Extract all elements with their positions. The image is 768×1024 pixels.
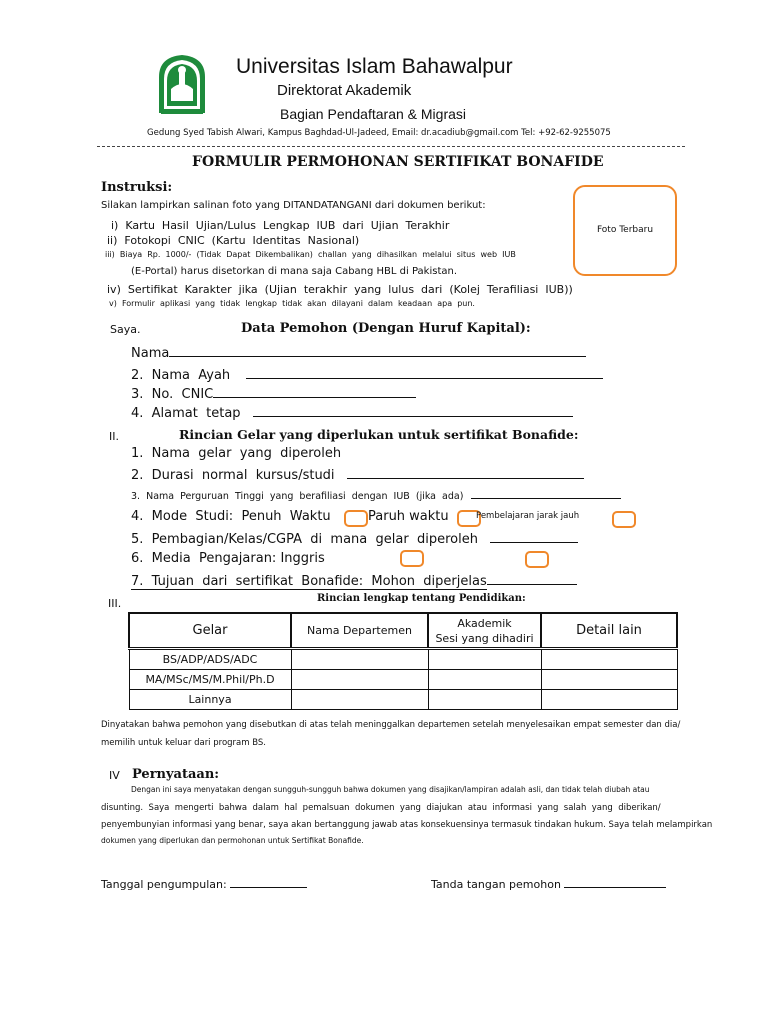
distance-learning-checkbox[interactable] <box>612 511 636 528</box>
instruction-text-cont: (E-Portal) harus disetorkan di mana saja Cabang HBL di Pakistan. <box>131 266 458 277</box>
declaration-line-4: dokumen yang diperlukan dan permohonan untuk Sertifikat Bonafide. <box>101 836 364 845</box>
division-cgpa-field[interactable] <box>131 530 578 547</box>
row-degree: MA/MSc/MS/M.Phil/Ph.D <box>129 670 291 690</box>
cell-session[interactable] <box>428 670 541 690</box>
affiliated-college-field[interactable] <box>131 488 621 502</box>
purpose-label: 7. Tujuan dari sertifikat Bonafide: Mohon diperjelas <box>131 574 487 589</box>
cell-session[interactable] <box>428 649 541 670</box>
address-label: 4. Alamat tetap <box>131 406 241 421</box>
cell-department[interactable] <box>291 670 428 690</box>
instruction-text: Kartu Hasil Ujian/Lulus Lengkap IUB dari Ujian Terakhir <box>125 219 450 232</box>
section-3-marker: III. <box>108 597 122 610</box>
instruction-text: Sertifikat Karakter jika (Ujian terakhir yang lulus dari (Kolej Terafiliasi IUB)) <box>127 283 573 296</box>
father-name-label: 2. Nama Ayah <box>131 368 231 383</box>
row-degree: BS/ADP/ADS/ADC <box>129 649 291 670</box>
declaration-line-1: Dengan ini saya menyatakan dengan sungguh-sungguh bahwa dokumen yang disajikan/lampiran adalah asli, dan tidak telah diubah atau <box>131 785 650 794</box>
row-degree: Lainnya <box>129 690 291 710</box>
col-session-line1: Akademik <box>457 616 512 630</box>
directorate-name: Direktorat Akademik <box>277 82 412 99</box>
col-degree: Gelar <box>129 613 291 649</box>
father-name-field[interactable] <box>131 366 603 383</box>
instruction-item <box>105 250 516 259</box>
purpose-field[interactable] <box>131 572 577 589</box>
cell-department[interactable] <box>291 649 428 670</box>
declaration-heading: Pernyataan: <box>132 767 220 782</box>
section-3-heading: Rincian lengkap tentang Pendidikan: <box>317 593 526 604</box>
form-title: FORMULIR PERMOHONAN SERTIFIKAT BONAFIDE <box>192 154 604 170</box>
cell-details[interactable] <box>541 690 677 710</box>
address-line-input <box>253 404 573 417</box>
father-name-line <box>246 366 603 379</box>
instruction-num: iii) <box>105 250 115 259</box>
name-line <box>169 344 586 357</box>
photo-box[interactable] <box>573 185 677 276</box>
full-time-checkbox[interactable] <box>344 510 368 527</box>
signature-line <box>564 877 666 888</box>
submission-date-field[interactable] <box>101 877 307 891</box>
declaration-line-2: disunting. Saya mengerti bahwa dalam hal pemalsuan dokumen yang diajukan atau informasi yang salah yang diberikan/ <box>101 803 661 813</box>
note-line-1: Dinyatakan bahwa pemohon yang disebutkan di atas telah meninggalkan departemen setelah menyelesaikan empat semester dan dia/ <box>101 720 681 730</box>
cnic-field[interactable] <box>131 385 416 402</box>
instruction-num: iv) <box>107 283 121 296</box>
address-field[interactable] <box>131 404 573 421</box>
cnic-label: 3. No. CNIC <box>131 387 214 402</box>
signature-field[interactable] <box>431 877 666 891</box>
section-2-marker: II. <box>109 430 119 443</box>
cell-details[interactable] <box>541 649 677 670</box>
education-table <box>128 612 678 710</box>
section-name: Bagian Pendaftaran & Migrasi <box>280 106 466 122</box>
distance-learning-label: Pembelajaran jarak jauh <box>476 511 580 521</box>
medium-checkbox-1[interactable] <box>400 550 424 567</box>
instruction-num: i) <box>111 219 119 232</box>
note-line-2: memilih untuk keluar dari program BS. <box>101 738 267 748</box>
instruction-text: Formulir aplikasi yang tidak lengkap tidak akan dilayani dalam keadaan apa pun. <box>121 299 475 308</box>
section-2-heading: Rincian Gelar yang diperlukan untuk sertifikat Bonafide: <box>179 427 579 442</box>
university-logo <box>155 53 209 115</box>
section-4-marker: IV <box>109 769 120 782</box>
col-department: Nama Departemen <box>291 613 428 649</box>
division-cgpa-line <box>490 530 578 543</box>
table-row <box>129 670 677 690</box>
mosque-logo-icon <box>155 53 209 115</box>
declaration-line-3: penyembunyian informasi yang benar, saya akan bertanggung jawab atas konsekuensinya termasuk tindakan hukum. Saya telah melampirkan <box>101 820 713 830</box>
study-mode-label: 4. Mode Studi: Penuh Waktu <box>131 509 331 524</box>
instruction-num: ii) <box>107 234 118 247</box>
cell-department[interactable] <box>291 690 428 710</box>
table-row <box>129 649 677 670</box>
cnic-line <box>213 385 416 398</box>
section-1-heading: Data Pemohon (Dengan Huruf Kapital): <box>241 321 531 336</box>
instruction-item <box>109 299 475 308</box>
instruction-num: v) <box>109 299 117 308</box>
instruction-item <box>111 219 449 232</box>
cell-details[interactable] <box>541 670 677 690</box>
instruction-text: Fotokopi CNIC (Kartu Identitas Nasional) <box>124 234 360 247</box>
photo-box-label: Foto Terbaru <box>596 225 654 235</box>
affiliated-college-label: 3. Nama Perguruan Tinggi yang berafiliasi dengan IUB (jika ada) <box>131 491 464 502</box>
col-session-line2: Sesi yang dihadiri <box>435 631 534 645</box>
course-duration-label: 2. Durasi normal kursus/studi <box>131 468 335 483</box>
instruction-item <box>107 234 359 247</box>
medium-checkbox-2[interactable] <box>525 551 549 568</box>
col-session <box>428 613 541 649</box>
course-duration-field[interactable] <box>131 466 584 483</box>
affiliated-college-line <box>471 488 621 499</box>
header-divider <box>97 146 685 147</box>
address-line: Gedung Syed Tabish Alwari, Kampus Baghdad-Ul-Jadeed, Email: dr.acadiub@gmail.com Tel: +92-62-9255075 <box>147 128 611 138</box>
section-1-marker: Saya. <box>110 323 141 336</box>
submission-date-line <box>230 877 307 888</box>
medium-label: 6. Media Pengajaran: Inggris <box>131 551 325 566</box>
course-duration-line <box>347 466 584 479</box>
col-details: Detail lain <box>541 613 677 649</box>
name-field[interactable] <box>131 344 586 361</box>
education-table-header <box>129 613 677 649</box>
division-cgpa-label: 5. Pembagian/Kelas/CGPA di mana gelar diperoleh <box>131 532 478 547</box>
purpose-line <box>487 572 577 585</box>
instruction-item <box>107 283 573 296</box>
degree-name-field[interactable]: 1. Nama gelar yang diperoleh <box>131 446 342 461</box>
university-name: Universitas Islam Bahawalpur <box>236 55 513 78</box>
table-row <box>129 690 677 710</box>
part-time-label: Paruh waktu <box>368 509 449 524</box>
instructions-intro: Silakan lampirkan salinan foto yang DITANDATANGANI dari dokumen berikut: <box>101 200 486 211</box>
name-label: Nama <box>131 346 170 361</box>
submission-date-label: Tanggal pengumpulan: <box>101 878 227 891</box>
cell-session[interactable] <box>428 690 541 710</box>
instructions-heading: Instruksi: <box>101 180 173 195</box>
instruction-text: Biaya Rp. 1000/- (Tidak Dapat Dikembalikan) challan yang dihasilkan melalui situs web IUB <box>119 250 516 259</box>
signature-label: Tanda tangan pemohon <box>431 878 561 891</box>
